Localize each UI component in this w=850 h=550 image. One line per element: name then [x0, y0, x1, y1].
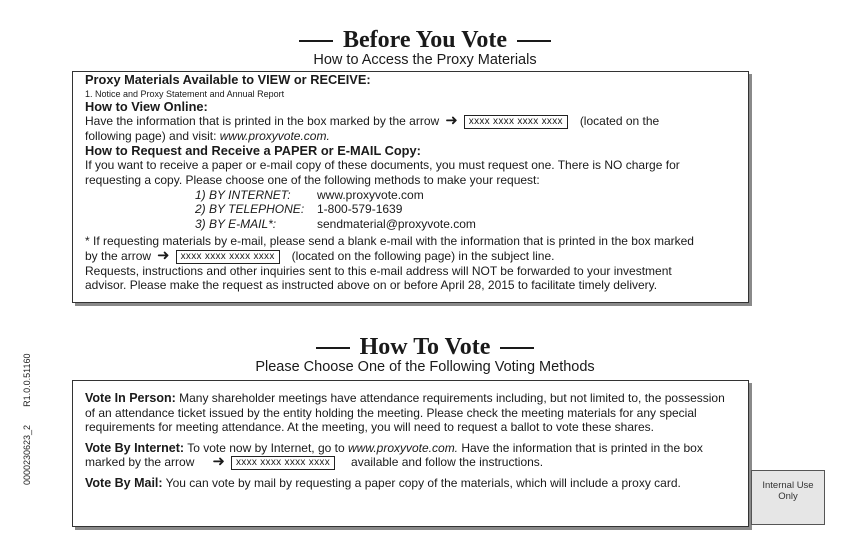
vote-by-internet-text-2: marked by the arrow — [85, 455, 195, 470]
vote-by-mail — [85, 476, 736, 491]
how-to-vote-heading — [0, 333, 850, 361]
how-to-vote-title: How To Vote — [359, 334, 491, 360]
email-note-text: by the arrow — [85, 248, 152, 263]
before-you-vote-title: Before You Vote — [343, 27, 507, 53]
method-telephone — [85, 202, 736, 217]
heading-rule-left — [299, 40, 333, 42]
method-email — [85, 217, 736, 232]
side-codes — [22, 336, 32, 485]
materials-item: 1. Notice and Proxy Statement and Annual Report — [85, 88, 285, 99]
email-note-text-post: (located on the following page) in the subject line. — [291, 248, 555, 263]
method-label: 3) BY E-MAIL*: — [195, 216, 277, 231]
voting-methods-box — [72, 380, 749, 527]
vote-in-person — [85, 391, 736, 435]
revision-code: R1.0.0.51160 — [22, 353, 32, 407]
control-number-box: xxxx xxxx xxxx xxxx — [464, 115, 568, 129]
view-online-line-1 — [85, 114, 736, 129]
view-online-heading: How to View Online: — [85, 98, 208, 114]
request-copy-heading: How to Request and Receive a PAPER or E-MAIL Copy: — [85, 142, 421, 158]
arrow-icon: ➜ — [212, 453, 225, 471]
vote-in-person-text-2: of an attendance ticket issued by the entity holding the meeting. Please check the meeting materials for any special — [85, 405, 697, 420]
internal-use-box — [751, 470, 825, 525]
proxyvote-link[interactable]: www.proxyvote.com. — [219, 129, 330, 144]
view-online-text: Have the information that is printed in the box marked by the arrow — [85, 114, 440, 129]
control-number-box: xxxx xxxx xxxx xxxx — [176, 250, 280, 264]
request-line-1: If you want to receive a paper or e-mail copy of these documents, you must request one. There is NO charge for — [85, 158, 680, 173]
footer-line-1: Requests, instructions and other inquiries sent to this e-mail address will NOT be forwarded to your investment — [85, 263, 672, 278]
proxy-materials-box — [72, 71, 749, 303]
method-internet — [85, 188, 736, 203]
arrow-icon: ➜ — [445, 112, 458, 130]
control-number-box: xxxx xxxx xxxx xxxx — [231, 456, 335, 470]
email-note-line-1: * If requesting materials by e-mail, please send a blank e-mail with the information that is printed in the box marked — [85, 234, 694, 249]
internal-use-line-2: Only — [778, 491, 798, 502]
email-note-line-2 — [85, 246, 736, 264]
vote-by-internet-text-3: available and follow the instructions. — [351, 455, 544, 470]
before-you-vote-heading — [0, 26, 850, 54]
view-online-text-2: following page) and visit: — [85, 129, 220, 144]
method-value[interactable]: www.proxyvote.com — [317, 187, 424, 202]
internal-use-line-1: Internal Use — [762, 480, 814, 491]
arrow-icon: ➜ — [157, 246, 170, 264]
view-online-line-2 — [85, 129, 736, 144]
request-line-2: requesting a copy. Please choose one of the following methods to make your request: — [85, 172, 540, 187]
proxyvote-link[interactable]: www.proxyvote.com. — [347, 440, 459, 455]
vote-by-internet-label: Vote By Internet: — [85, 440, 185, 455]
heading-rule-right — [500, 347, 534, 349]
vote-by-internet-text: To vote now by Internet, go to — [184, 440, 348, 455]
method-label: 1) BY INTERNET: — [195, 187, 291, 202]
how-to-vote-subtitle: Please Choose One of the Following Voting Methods — [255, 359, 595, 375]
vote-in-person-text-1: Many shareholder meetings have attendance requirements including, but not limited to, the possession — [175, 391, 725, 405]
method-label: 2) BY TELEPHONE: — [195, 202, 305, 217]
view-online-text-post: (located on the — [579, 114, 660, 129]
vote-by-mail-label: Vote By Mail: — [85, 476, 163, 491]
footer-line-2: advisor. Please make the request as instructed above on or before April 28, 2015 to facilitate timely delivery. — [85, 278, 658, 293]
heading-rule-left — [316, 347, 350, 349]
vote-by-mail-text: You can vote by mail by requesting a paper copy of the materials, which will include a proxy card. — [162, 476, 681, 491]
vote-by-internet-text-post: Have the information that is printed in the box — [458, 440, 703, 455]
vote-in-person-label: Vote In Person: — [85, 391, 176, 405]
materials-heading: Proxy Materials Available to VIEW or RECEIVE: — [85, 72, 371, 87]
before-you-vote-subtitle: How to Access the Proxy Materials — [313, 52, 537, 68]
vote-by-internet — [85, 441, 736, 471]
method-value[interactable]: sendmaterial@proxyvote.com — [317, 216, 476, 231]
vote-in-person-text-3: requirements for meeting attendance. At the meeting, you will need to request a ballot to vote these shares. — [85, 420, 655, 435]
method-value: 1-800-579-1639 — [317, 202, 403, 217]
heading-rule-right — [517, 40, 551, 42]
job-code: 0000230623_2 — [22, 424, 32, 485]
